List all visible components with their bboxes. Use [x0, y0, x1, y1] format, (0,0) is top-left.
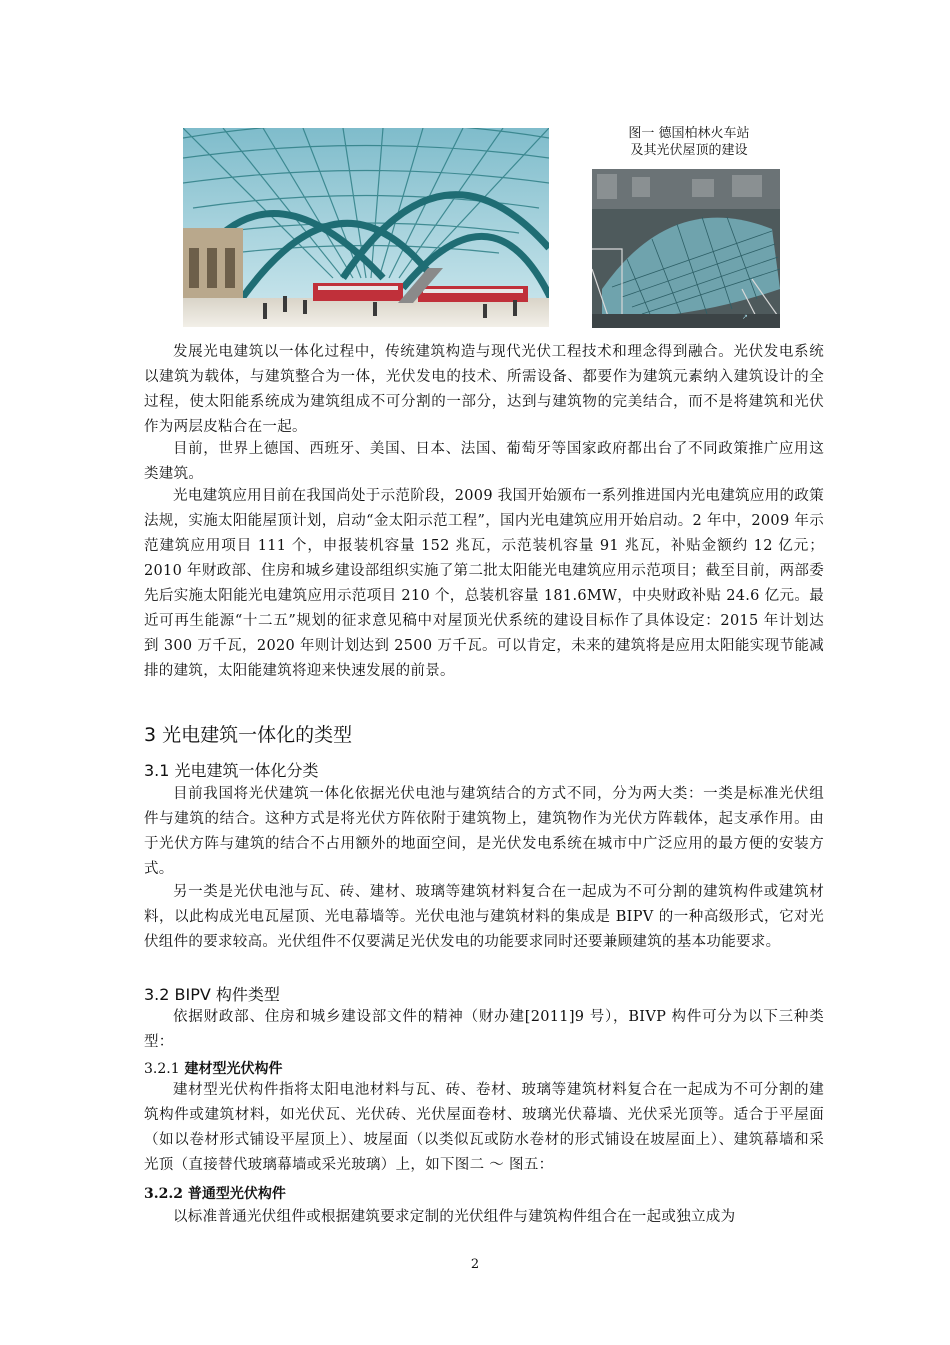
section-heading-3: 3 光电建筑一体化的类型	[144, 724, 353, 746]
paragraph-8: 以标准普通光伏组件或根据建筑要求定制的光伏组件与建筑构件组合在一起或独立成为	[173, 1209, 736, 1225]
figure-caption	[594, 125, 784, 159]
section-heading-3-1: 3.1 光电建筑一体化分类	[144, 761, 319, 780]
page-number: 2	[470, 1257, 480, 1272]
section-heading-3-2-1	[144, 1058, 283, 1078]
paragraph-5: 另一类是光伏电池与瓦、砖、建材、玻璃等建筑材料复合在一起成为不可分割的建筑构件或建筑材料，以此构成光电瓦屋顶、光电幕墙等。光伏电池与建筑材料的集成是 BIPV 的一种高级形式，它对光伏组件的要求较高。光伏组件不仅要满足光伏发电的功能要求同时还要兼顾建筑的基本功能要求。	[144, 884, 824, 950]
svg-text:↗: ↗	[742, 313, 748, 321]
station-interior-photo	[183, 128, 549, 327]
paragraph-4: 目前我国将光伏建筑一体化依据光伏电池与建筑结合的方式不同，分为两大类：一类是标准光伏组件与建筑的结合。这种方式是将光伏方阵依附于建筑物上，建筑物作为光伏方阵载体，起支承作用。由于光伏方阵与建筑的结合不占用额外的地面空间，是光伏发电系统在城市中广泛应用的最方便的安装方式。	[144, 786, 824, 877]
section-heading-3-2-1-title: 建材型光伏构件	[184, 1061, 283, 1077]
roof-construction-photo	[592, 169, 780, 328]
paragraph-2: 目前，世界上德国、西班牙、美国、日本、法国、葡萄牙等国家政府都出台了不同政策推广应用这类建筑。	[144, 441, 824, 482]
figure-caption-line1: 图一 德国柏林火车站	[628, 126, 750, 141]
figure-caption-line2: 及其光伏屋顶的建设	[630, 143, 748, 158]
paragraph-6: 依据财政部、住房和城乡建设部文件的精神（财办建[2011]9 号），BIVP 构件可分为以下三种类型：	[144, 1009, 824, 1050]
paragraph-3: 光电建筑应用目前在我国尚处于示范阶段，2009 我国开始颁布一系列推进国内光电建筑应用的政策法规，实施太阳能屋顶计划，启动“金太阳示范工程”，国内光电建筑应用开始启动。2 年中，2009 年示范建筑应用项目 111 个，申报装机容量 152 兆瓦，示范装机容量 91 兆瓦，补贴金额约 12 亿元；2010 年财政部、住房和城乡建设部组织实施了第二批太阳能光电建筑应用示范项目；截至目前，两部委先后实施太阳能光电建筑应用示范项目 210 个，总装机容量 181.6MW，中央财政补贴 24.6 亿元。最近可再生能源“十二五”规划的征求意见稿中对屋顶光伏系统的建设目标作了具体设定：2015 年计划达到 300 万千瓦，2020 年则计划达到 2500 万千瓦。可以肯定，未来的建筑将是应用太阳能实现节能减排的建筑，太阳能建筑将迎来快速发展的前景。	[144, 488, 824, 679]
paragraph-7: 建材型光伏构件指将太阳电池材料与瓦、砖、卷材、玻璃等建筑材料复合在一起成为不可分割的建筑构件或建筑材料，如光伏瓦、光伏砖、光伏屋面卷材、玻璃光伏幕墙、光伏采光顶等。适合于平屋面（如以卷材形式铺设平屋顶上）、坡屋面（以类似瓦或防水卷材的形式铺设在坡屋面上）、建筑幕墙和采光顶（直接替代玻璃幕墙或采光玻璃）上，如下图二 ～ 图五：	[144, 1082, 824, 1173]
section-heading-3-2-1-number: 3.2.1	[144, 1061, 180, 1077]
section-heading-3-2-2: 3.2.2 普通型光伏构件	[144, 1186, 286, 1202]
section-heading-3-2: 3.2 BIPV 构件类型	[144, 985, 280, 1004]
paragraph-1: 发展光电建筑以一体化过程中，传统建筑构造与现代光伏工程技术和理念得到融合。光伏发电系统以建筑为载体，与建筑整合为一体，光伏发电的技术、所需设备、都要作为建筑元素纳入建筑设计的全过程，使太阳能系统成为建筑组成不可分割的一部分，达到与建筑物的完美结合，而不是将建筑和光伏作为两层皮粘合在一起。	[144, 344, 824, 435]
